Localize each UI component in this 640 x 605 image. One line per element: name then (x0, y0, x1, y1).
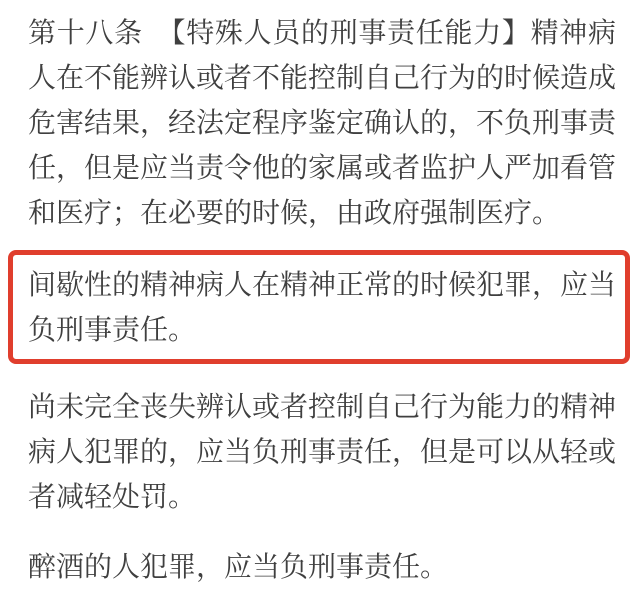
highlight-box (8, 250, 630, 364)
article-paragraph-highlighted: 间歇性的精神病人在精神正常的时候犯罪，应当负刑事责任。 (28, 268, 617, 346)
article-paragraph-partial-capacity: 尚未完全丧失辨认或者控制自己行为能力的精神病人犯罪的，应当负刑事责任，但是可以从轻或者减轻处罚。 (28, 390, 617, 513)
article-paragraph-drunk: 醉酒的人犯罪，应当负刑事责任。 (28, 550, 449, 583)
article-paragraph-intro: 第十八条 【特殊人员的刑事责任能力】精神病人在不能辨认或者不能控制自己行为的时候造成危害结果，经法定程序鉴定确认的，不负刑事责任，但是应当责令他的家属或者监护人严加看管和医疗；在必要的时候，由政府强制医疗。 (28, 16, 617, 229)
